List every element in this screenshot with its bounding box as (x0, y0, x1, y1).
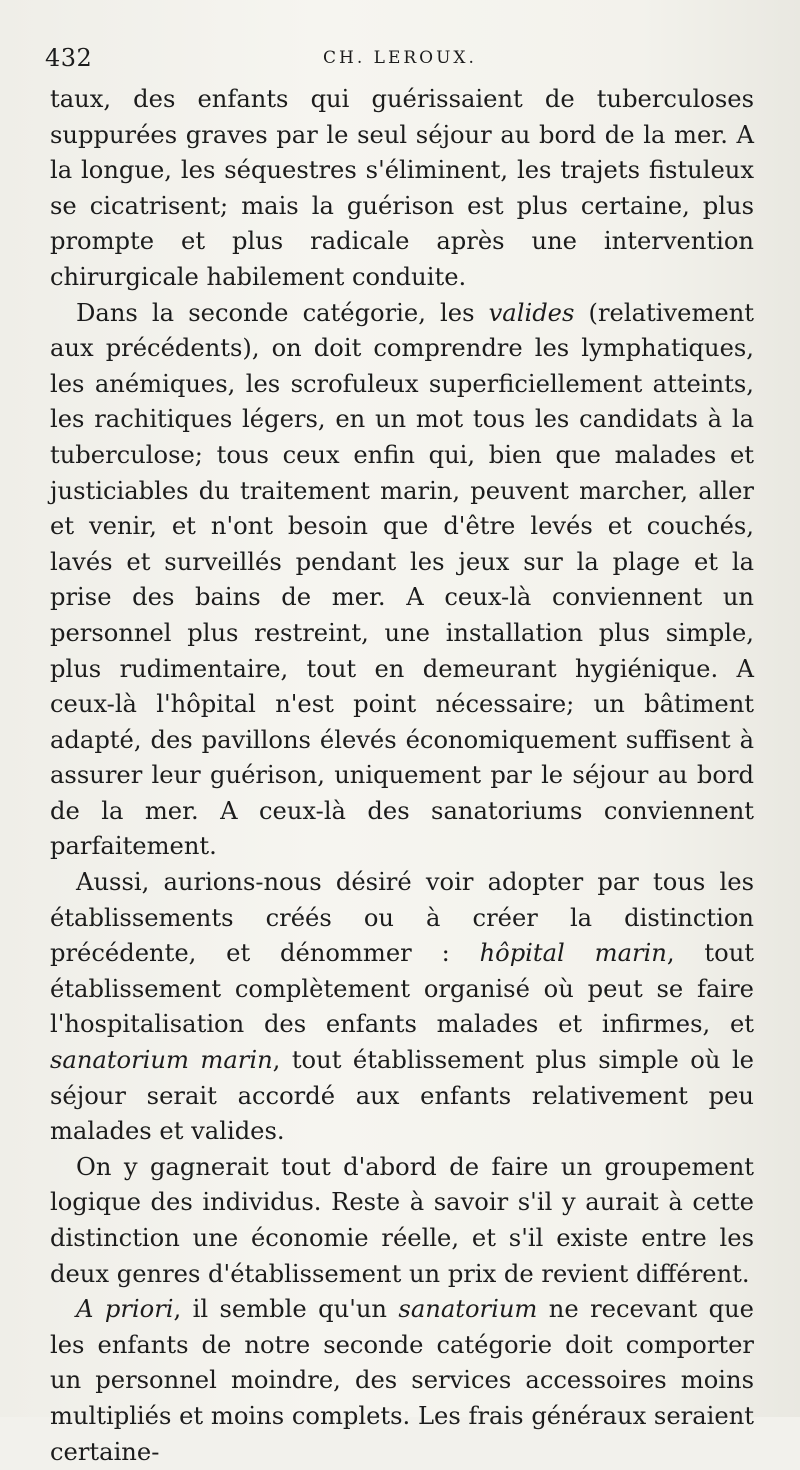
text-segment: taux, des enfants qui guérissaient de tuberculoses suppurées graves par le seul séjour au bord de la mer. A la longue, les séquestres s'éliminent, les trajets fistuleux se cicatrisent; mais la guérison est plus certaine, plus prompte et plus radicale après une intervention chirurgicale habilement conduite. (50, 85, 754, 291)
body-text (50, 82, 754, 1470)
text-segment: , il semble qu'un (173, 1295, 399, 1324)
paragraph-2 (50, 296, 754, 866)
text-segment: , tout établissement plus simple où le séjour serait accordé aux enfants relativement peu malades et valides. (50, 1046, 754, 1146)
italic-term: hôpital marin (479, 939, 667, 968)
text-segment: Dans la seconde catégorie, les (76, 298, 489, 327)
text-segment: , tout établissement complètement organisé où peut se faire l'hospitalisation des enfants malades et infirmes, et (50, 939, 754, 1039)
paragraph-5 (50, 1292, 754, 1470)
text-segment: (relativement aux précédents), on doit comprendre les lymphatiques, les anémiques, les scrofuleux superficiellement atteints, les rachitiques légers, en un mot tous les candidats à la tuberculose; tous ceux enfin qui, bien que malades et justiciables du traitement marin, peuvent marcher, aller et venir, et n'ont besoin que d'être levés et couchés, lavés et surveillés pendant les jeux sur la plage et la prise des bains de mer. A ceux-là conviennent un personnel plus restreint, une installation plus simple, plus rudimentaire, tout en demeurant hygiénique. A ceux-là l'hôpital n'est point nécessaire; un bâtiment adapté, des pavillons élevés économiquement suffisent à assurer leur guérison, uniquement par le séjour au bord de la mer. A ceux-là des sanatoriums conviennent parfaitement. (50, 298, 755, 861)
text-segment: ne recevant que les enfants de notre seconde catégorie doit comporter un personnel moindre, des services accessoires moins multipliés et moins complets. Les frais généraux seraient certaine- (50, 1295, 754, 1466)
paragraph-1 (50, 82, 754, 296)
italic-term: sanatorium (398, 1295, 538, 1324)
text-segment: Aussi, aurions-nous désiré voir adopter par tous les établissements créés ou à créer la distinction précédente, et dénommer : (50, 868, 754, 968)
italic-term: A priori (76, 1295, 174, 1324)
paragraph-3 (50, 865, 754, 1150)
page-header (45, 38, 755, 78)
running-head: CH. LEROUX. (323, 48, 477, 68)
italic-term: sanatorium marin (50, 1046, 273, 1075)
italic-term: valides (488, 298, 575, 327)
paragraph-4 (50, 1150, 754, 1292)
page-number: 432 (45, 44, 93, 72)
text-segment: On y gagnerait tout d'abord de faire un groupement logique des individus. Reste à savoir s'il y aurait à cette distinction une économie réelle, et s'il existe entre les deux genres d'établissement un prix de revient différent. (50, 1152, 754, 1288)
